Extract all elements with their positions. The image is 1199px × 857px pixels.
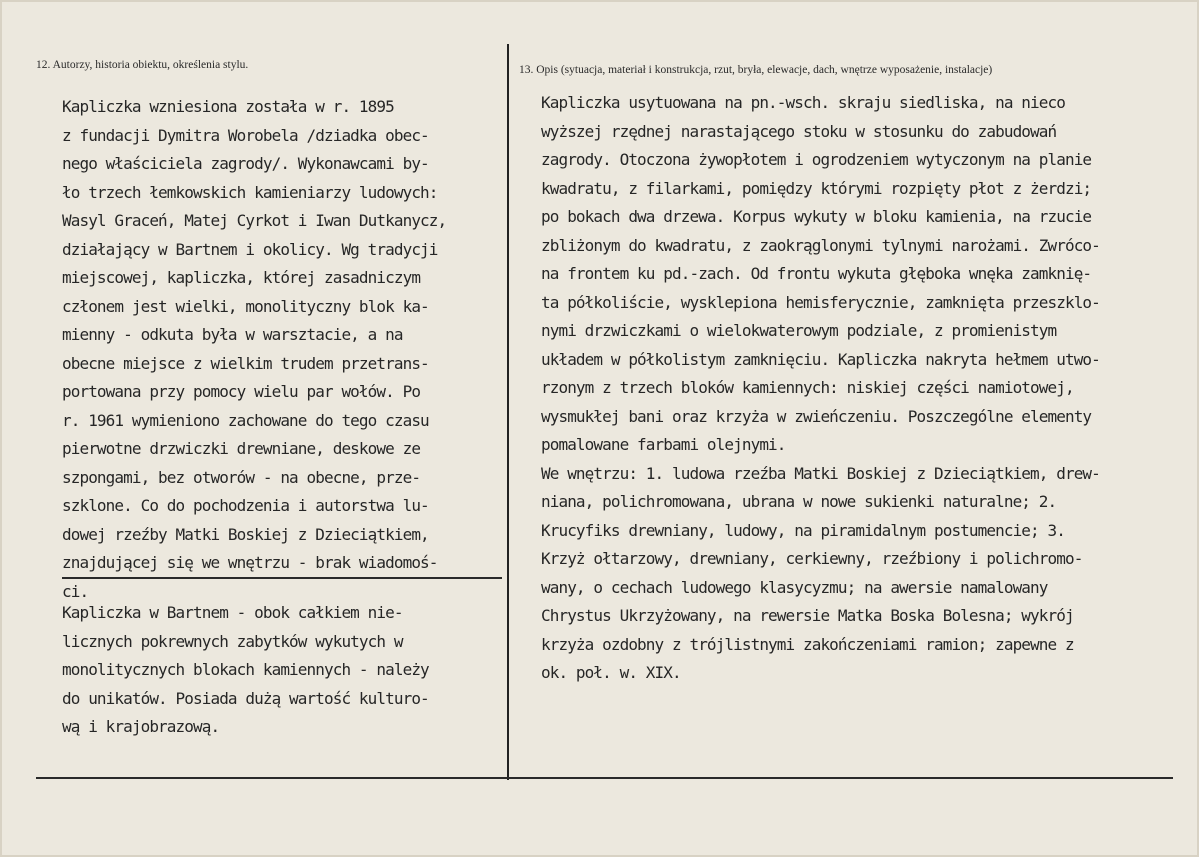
text-line: licznych pokrewnych zabytków wykutych w: [62, 631, 403, 651]
text-line: działający w Bartnem i okolicy. Wg tradycji: [62, 239, 438, 259]
history-text: [62, 93, 446, 606]
text-line: ta półkoliście, wysklepiona hemisferycznie, zamknięta przeszklo-: [541, 292, 1100, 312]
section-12-header: 12. Autorzy, historia obiektu, określenia stylu.: [36, 59, 249, 71]
text-line: dowej rzeźby Matki Boskiej z Dzieciątkiem,: [62, 524, 429, 544]
text-line: Kapliczka wzniesiona została w r. 1895: [62, 97, 394, 116]
text-line: Kapliczka w Bartnem - obok całkiem nie-: [62, 603, 403, 622]
text-line: wany, o cechach ludowego klasycyzmu; na awersie namalowany: [541, 577, 1048, 597]
text-line: miejscowej, kapliczka, której zasadniczym: [62, 268, 421, 287]
bottom-rule: [36, 777, 1173, 779]
text-line: Wasyl Graceń, Matej Cyrkot i Iwan Dutkanycz,: [62, 211, 447, 230]
section-13-header: 13. Opis (sytuacja, materiał i konstrukcja, rzut, bryła, elewacje, dach, wnętrze wyposażenie, instalacje): [519, 64, 993, 76]
text-line: wyższej rzędnej narastającego stoku w stosunku do zabudowań: [541, 121, 1057, 141]
text-line: portowana przy pomocy wielu par wołów. Po: [62, 382, 421, 401]
text-line: krzyża ozdobny z trójlistnymi zakończeniami ramion; zapewne z: [541, 634, 1074, 654]
text-line: z fundacji Dymitra Worobela /dziadka obec-: [62, 125, 429, 145]
text-line: obecne miejsce z wielkim trudem przetrans-: [62, 353, 429, 373]
text-line: Chrystus Ukrzyżowany, na rewersie Matka Boska Bolesna; wykrój: [541, 606, 1074, 625]
text-line: wą i krajobrazową.: [62, 717, 220, 736]
text-line: znajdującej się we wnętrzu - brak wiadomoś-: [62, 553, 438, 572]
text-line: ło trzech łemkowskich kamieniarzy ludowych:: [62, 182, 438, 202]
section-separator: [62, 577, 502, 579]
text-line: do unikatów. Posiada dużą wartość kulturo-: [62, 688, 429, 708]
text-line: członem jest wielki, monolityczny blok ka-: [62, 296, 429, 316]
text-line: nego właściciela zagrody/. Wykonawcami by-: [62, 154, 429, 173]
text-line: We wnętrzu: 1. ludowa rzeźba Matki Boskiej z Dzieciątkiem, drew-: [541, 463, 1100, 483]
value-assessment-text: [62, 599, 429, 742]
text-line: na frontem ku pd.-zach. Od frontu wykuta głęboka wnęka zamknię-: [541, 264, 1092, 283]
text-line: rzonym z trzech bloków kamiennych: niskiej części namiotowej,: [541, 378, 1074, 397]
text-line: nymi drzwiczkami o wielokwaterowym podziale, z promienistym: [541, 321, 1057, 340]
text-line: ci.: [62, 581, 89, 601]
text-line: ok. poł. w. XIX.: [541, 663, 681, 682]
text-line: pomalowane farbami olejnymi.: [541, 435, 786, 454]
text-line: szklone. Co do pochodzenia i autorstwa lu-: [62, 496, 429, 515]
text-line: po bokach dwa drzewa. Korpus wykuty w bloku kamienia, na rzucie: [541, 207, 1092, 226]
text-line: wysmukłej bani oraz krzyża w zwieńczeniu. Poszczególne elementy: [541, 406, 1092, 426]
text-line: niana, polichromowana, ubrana w nowe sukienki naturalne; 2.: [541, 492, 1057, 511]
text-line: układem w półkolistym zamknięciu. Kapliczka nakryta hełmem utwo-: [541, 349, 1100, 369]
text-line: r. 1961 wymieniono zachowane do tego czasu: [62, 410, 429, 430]
text-line: Krucyfiks drewniany, ludowy, na piramidalnym postumencie; 3.: [541, 520, 1065, 540]
text-line: zbliżonym do kwadratu, z zaokrąglonymi tylnymi narożami. Zwróco-: [541, 235, 1100, 255]
text-line: zagrody. Otoczona żywopłotem i ogrodzeniem wytyczonym na planie: [541, 150, 1092, 169]
text-line: szpongami, bez otworów - na obecne, prze-: [62, 467, 421, 487]
column-divider: [507, 44, 509, 780]
text-line: pierwotne drzwiczki drewniane, deskowe ze: [62, 439, 421, 458]
text-line: Kapliczka usytuowana na pn.-wsch. skraju siedliska, na nieco: [541, 93, 1065, 112]
description-text: [541, 89, 1100, 688]
text-line: monolitycznych blokach kamiennych - należy: [62, 660, 429, 679]
text-line: Krzyż ołtarzowy, drewniany, cerkiewny, rzeźbiony i polichromo-: [541, 549, 1083, 568]
text-line: kwadratu, z filarkami, pomiędzy którymi rozpięty płot z żerdzi;: [541, 178, 1092, 198]
text-line: mienny - odkuta była w warsztacie, a na: [62, 325, 403, 344]
